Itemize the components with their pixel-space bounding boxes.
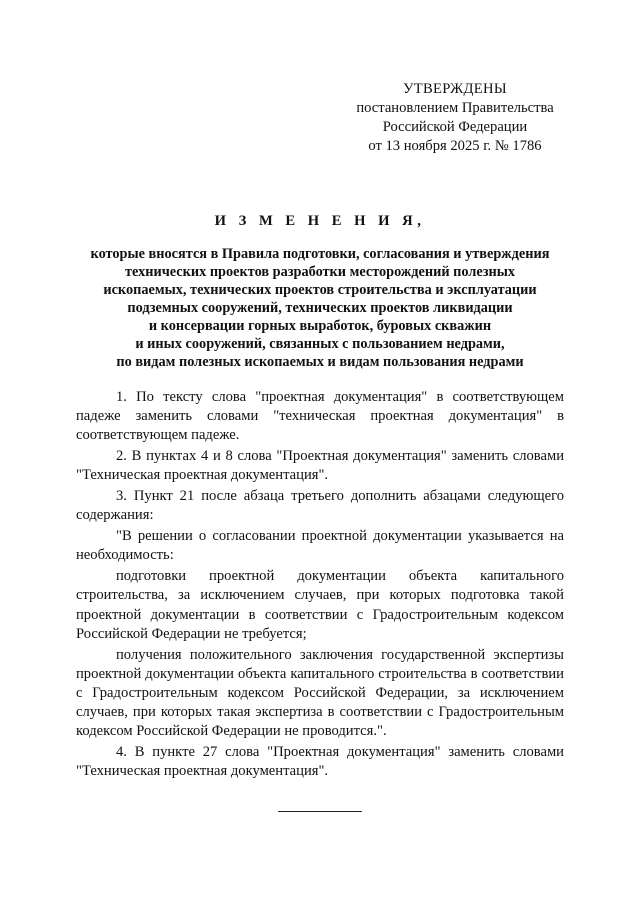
subtitle-line: которые вносятся в Правила подготовки, согласования и утверждения: [90, 246, 550, 262]
approval-title: УТВЕРЖДЕНЫ: [403, 81, 507, 97]
subtitle-line: ископаемых, технических проектов строительства и эксплуатации: [103, 282, 537, 298]
approval-line-3: от 13 ноября 2025 г. № 1786: [368, 138, 542, 154]
subtitle-line: технических проектов разработки месторождений полезных: [124, 264, 516, 280]
paragraph-quote-intro: "В решении о согласовании проектной документации указывается на необходимость:: [76, 528, 564, 564]
subtitle-line: и консервации горных выработок, буровых скважин: [148, 318, 492, 334]
approval-line-2: Российской Федерации: [382, 119, 528, 135]
paragraph-item-4: 4. В пункте 27 слова "Проектная документация" заменить словами "Техническая проектная документация".: [76, 744, 564, 780]
closing-rule: [278, 811, 362, 812]
paragraph-item-1: 1. По тексту слова "проектная документация" в соответствующем падеже заменить словами "техническая проектная документация" в соответствующем падеже.: [76, 389, 564, 444]
approval-block: [330, 80, 580, 156]
subtitle-line: и иных сооружений, связанных с пользованием недрами,: [135, 336, 505, 352]
approval-line-1: постановлением Правительства: [356, 100, 554, 116]
paragraph-quote-2: получения положительного заключения государственной экспертизы проектной документации объекта капитального строительства в соответствии с Градостроительным кодексом Российской Федерации, за исключением случаев, при которых такая экспертиза в соответствии с Градостроительным кодексом Российской Федерации не проводится.".: [76, 646, 564, 740]
paragraph-quote-1: подготовки проектной документации объекта капитального строительства, за исключением случаев, при которых подготовка такой проектной документации в соответствии с Градостроительным кодексом Российской Федерации не требуется;: [76, 568, 564, 642]
paragraph-item-3: 3. Пункт 21 после абзаца третьего дополнить абзацами следующего содержания:: [76, 488, 564, 524]
document-title: И З М Е Н Е Н И Я,: [214, 213, 426, 229]
subtitle-line: по видам полезных ископаемых и видам пользования недрами: [116, 354, 524, 370]
document-body: [76, 388, 564, 783]
subtitle-line: подземных сооружений, технических проектов ликвидации: [127, 300, 513, 316]
paragraph-item-2: 2. В пунктах 4 и 8 слова "Проектная документация" заменить словами "Техническая проектная документация".: [76, 448, 564, 484]
document-subtitle: [60, 245, 580, 371]
